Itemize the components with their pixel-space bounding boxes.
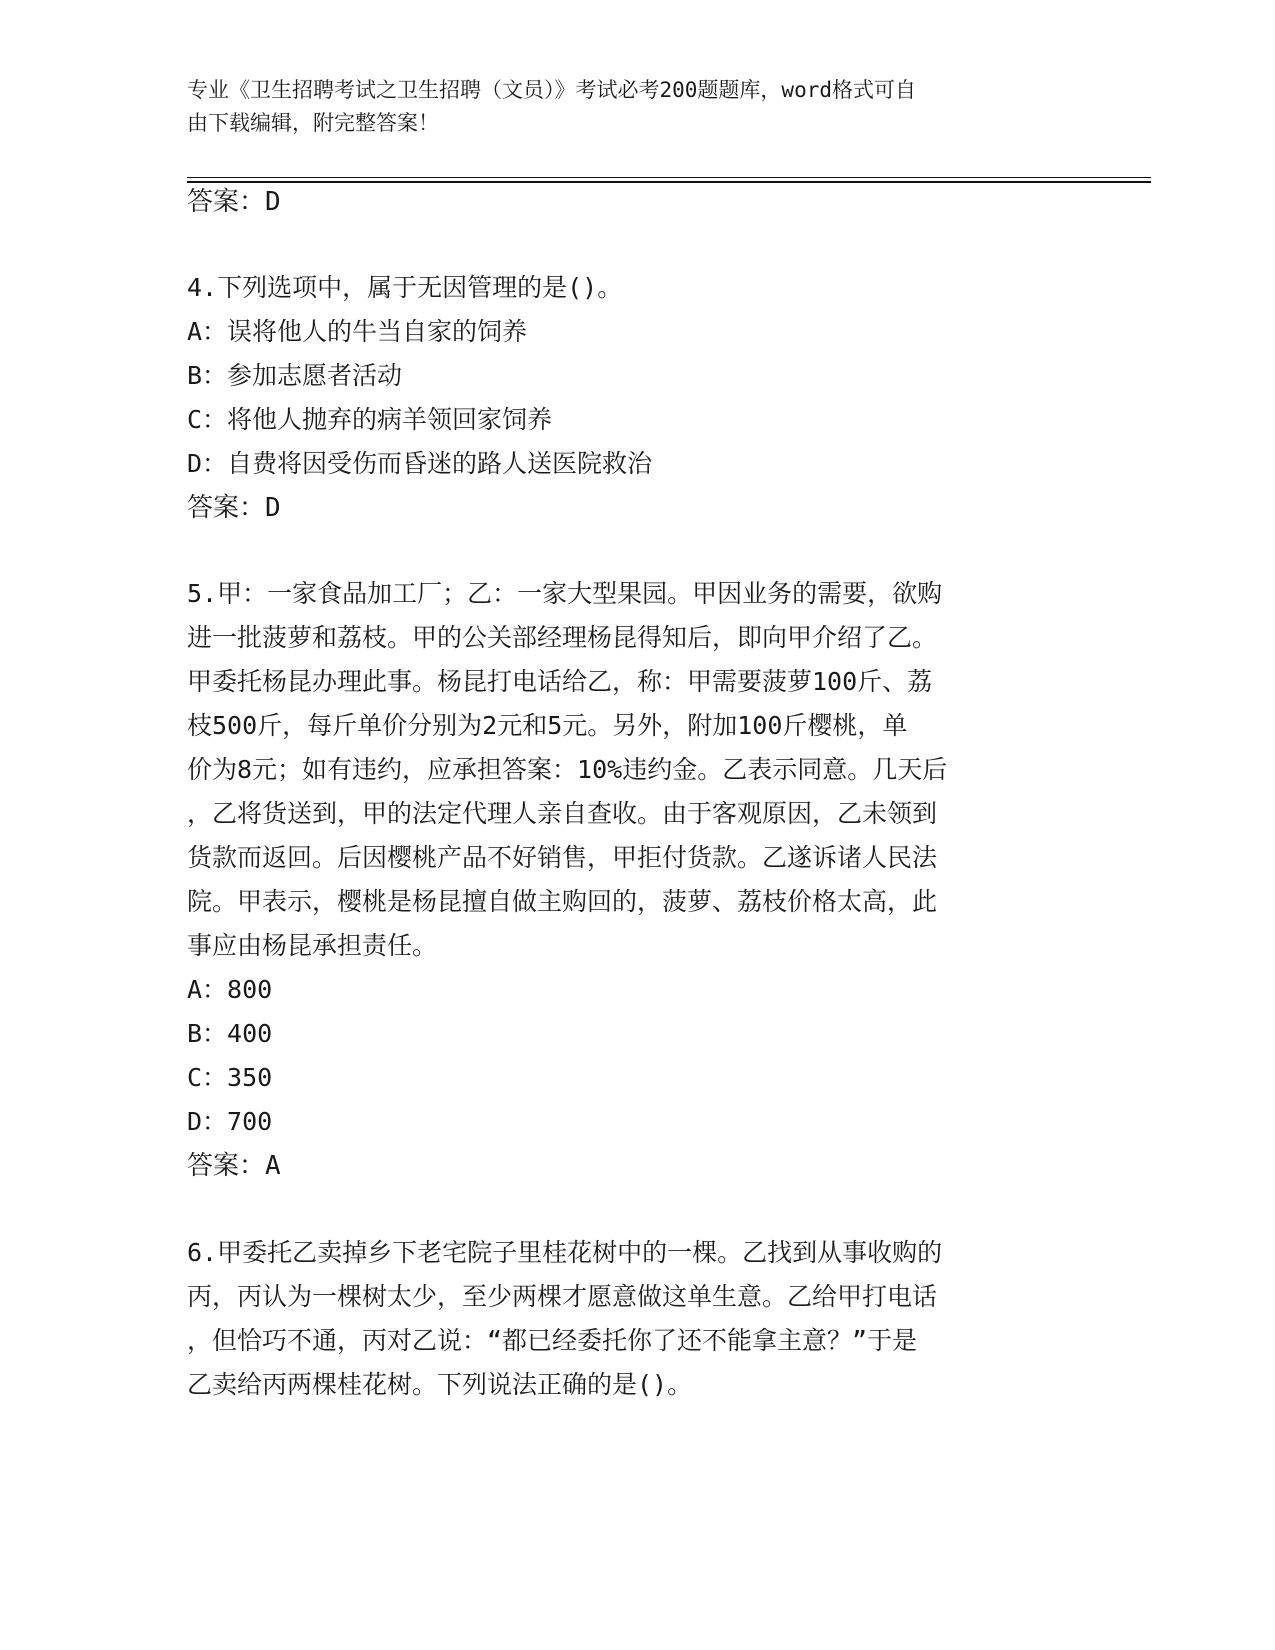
q5-answer: 答案：A <box>187 1151 281 1181</box>
q3-answer: 答案：D <box>187 187 281 217</box>
q5-stem-line-8: 院。甲表示，樱桃是杨昆擅自做主购回的，菠萝、荔枝价格太高，此 <box>187 887 938 916</box>
q5-stem-line-5: 价为8元；如有违约，应承担答案：10%违约金。乙表示同意。几天后 <box>187 755 948 784</box>
q4-stem: 4.下列选项中，属于无因管理的是()。 <box>187 273 623 302</box>
q5-option-a: A：800 <box>187 975 273 1004</box>
q6-stem-line-3: ，但恰巧不通，丙对乙说：“都已经委托你了还不能拿主意？”于是 <box>187 1326 918 1355</box>
q5-stem-line-3: 甲委托杨昆办理此事。杨昆打电话给乙，称：甲需要菠萝100斤、荔 <box>187 667 933 696</box>
q4-answer: 答案：D <box>187 493 281 523</box>
q4-option-c: C：将他人抛弃的病羊领回家饲养 <box>187 405 553 434</box>
q4-option-d: D：自费将因受伤而昏迷的路人送医院救治 <box>187 449 653 478</box>
q5-stem-line-4: 枝500斤，每斤单价分别为2元和5元。另外，附加100斤樱桃，单 <box>187 711 908 740</box>
q5-option-c: C：350 <box>187 1063 273 1092</box>
q4-option-b: B：参加志愿者活动 <box>187 361 403 390</box>
q5-stem-line-1: 5.甲：一家食品加工厂；乙：一家大型果园。甲因业务的需要，欲购 <box>187 579 943 608</box>
header-divider-thick <box>187 181 1151 183</box>
q5-stem-line-7: 货款而返回。后因樱桃产品不好销售，甲拒付货款。乙遂诉诸人民法 <box>187 843 938 872</box>
q5-stem-line-2: 进一批菠萝和荔枝。甲的公关部经理杨昆得知后，即向甲介绍了乙。 <box>187 623 938 652</box>
q5-option-b: B：400 <box>187 1019 273 1048</box>
header-divider-thin <box>187 177 1151 178</box>
q5-option-d: D：700 <box>187 1107 273 1136</box>
q6-stem-line-4: 乙卖给丙两棵桂花树。下列说法正确的是()。 <box>187 1370 693 1399</box>
q6-stem-line-1: 6.甲委托乙卖掉乡下老宅院子里桂花树中的一棵。乙找到从事收购的 <box>187 1238 943 1267</box>
page-header <box>187 74 1067 140</box>
header-line-2: 由下载编辑，附完整答案！ <box>187 111 439 135</box>
q4-option-a: A：误将他人的牛当自家的饲养 <box>187 317 528 346</box>
q6-stem-line-2: 丙，丙认为一棵树太少，至少两棵才愿意做这单生意。乙给甲打电话 <box>187 1282 938 1311</box>
header-line-1: 专业《卫生招聘考试之卫生招聘（文员）》考试必考200题题库，word格式可自 <box>187 78 916 102</box>
q5-stem-line-9: 事应由杨昆承担责任。 <box>187 931 438 960</box>
q5-stem-line-6: ，乙将货送到，甲的法定代理人亲自查收。由于客观原因，乙未领到 <box>187 799 938 828</box>
